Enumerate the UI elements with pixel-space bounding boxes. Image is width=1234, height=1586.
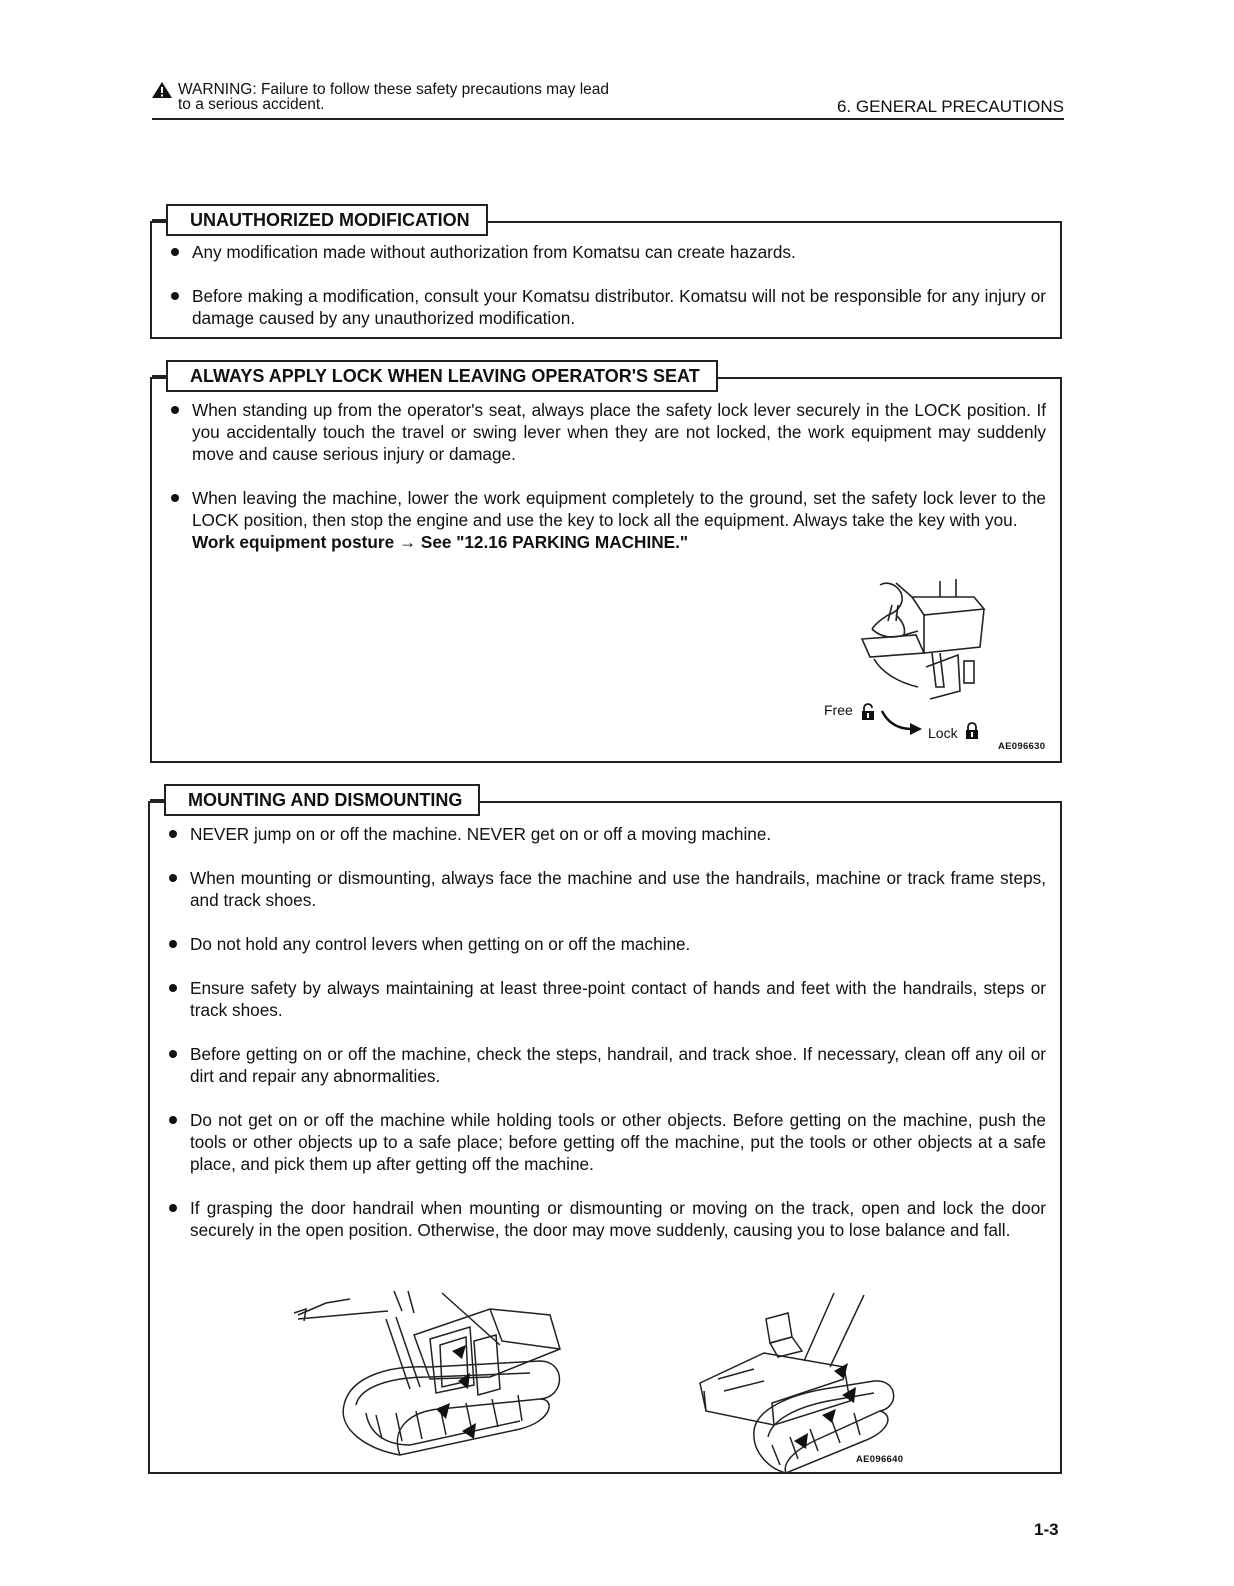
list-item: Before making a modification, consult your Komatsu distributor. Komatsu will not be responsible for any injury or damage caused by any unauthorized modification. (170, 285, 1046, 329)
excavator-mounting-illustration-right (694, 1291, 914, 1477)
lock-label: Lock (928, 725, 958, 741)
list-item: NEVER jump on or off the machine. NEVER get on or off a moving machine. (168, 823, 1046, 845)
lever-direction-arrow (880, 709, 924, 735)
header-warning-line1: WARNING: Failure to follow these safety precautions may lead (178, 81, 610, 98)
list-item: Ensure safety by always maintaining at least three-point contact of hands and feet with the handrails, steps or track shoes. (168, 977, 1046, 1021)
lock-lever-illustration (852, 575, 992, 715)
list-item-text: When leaving the machine, lower the work equipment completely to the ground, set the safety lock lever to the LOCK position, then stop the engine and use the key to lock all the equipment. Always take the key with you. (192, 488, 1046, 530)
figure-code: AE096640 (856, 1454, 904, 1465)
bullet-list (170, 399, 1046, 553)
section-title: MOUNTING AND DISMOUNTING (164, 784, 480, 816)
list-item: When mounting or dismounting, always face the machine and use the handrails, machine or track frame steps, and track shoes. (168, 867, 1046, 911)
list-item: When standing up from the operator's seat, always place the safety lock lever securely in the LOCK position. If you accidentally touch the travel or swing lever when they are not locked, the work equipment may suddenly move and cause serious injury or damage. (170, 399, 1046, 465)
free-label: Free (824, 702, 853, 718)
header-section-title: 6. GENERAL PRECAUTIONS (836, 97, 1064, 116)
excavator-mounting-illustration-left (290, 1289, 570, 1465)
section-title: UNAUTHORIZED MODIFICATION (166, 204, 488, 236)
parking-reference: Work equipment posture → See "12.16 PARKING MACHINE." (192, 532, 689, 552)
bullet-list (170, 241, 1046, 329)
page-number: 1-3 (1034, 1520, 1059, 1539)
free-lock-icon (861, 703, 875, 721)
header-warning (152, 82, 609, 112)
bullet-list (168, 823, 1046, 1241)
list-item (170, 487, 1046, 553)
section-title: ALWAYS APPLY LOCK WHEN LEAVING OPERATOR'S SEAT (166, 360, 718, 392)
section-mounting-dismounting (148, 790, 1062, 1474)
section-unauthorized-modification (150, 210, 1062, 339)
header-warning-line2: to a serious accident. (178, 96, 325, 113)
list-item: Do not get on or off the machine while holding tools or other objects. Before getting on the machine, push the tools or other objects up to a safe place; before getting off the machine, put the tools or other objects at a safe place, and pick them up after getting off the machine. (168, 1109, 1046, 1175)
page-header (152, 80, 1064, 120)
list-item: If grasping the door handrail when mounting or dismounting or moving on the track, open and lock the door securely in the open position. Otherwise, the door may move suddenly, causing you to lose balance and fall. (168, 1197, 1046, 1241)
list-item: Any modification made without authorization from Komatsu can create hazards. (170, 241, 1046, 263)
locked-lock-icon (965, 722, 979, 740)
list-item: Before getting on or off the machine, check the steps, handrail, and track shoe. If necessary, clean off any oil or dirt and repair any abnormalities. (168, 1043, 1046, 1087)
figure-code: AE096630 (998, 741, 1046, 752)
list-item: Do not hold any control levers when getting on or off the machine. (168, 933, 1046, 955)
section-apply-lock (150, 366, 1062, 763)
